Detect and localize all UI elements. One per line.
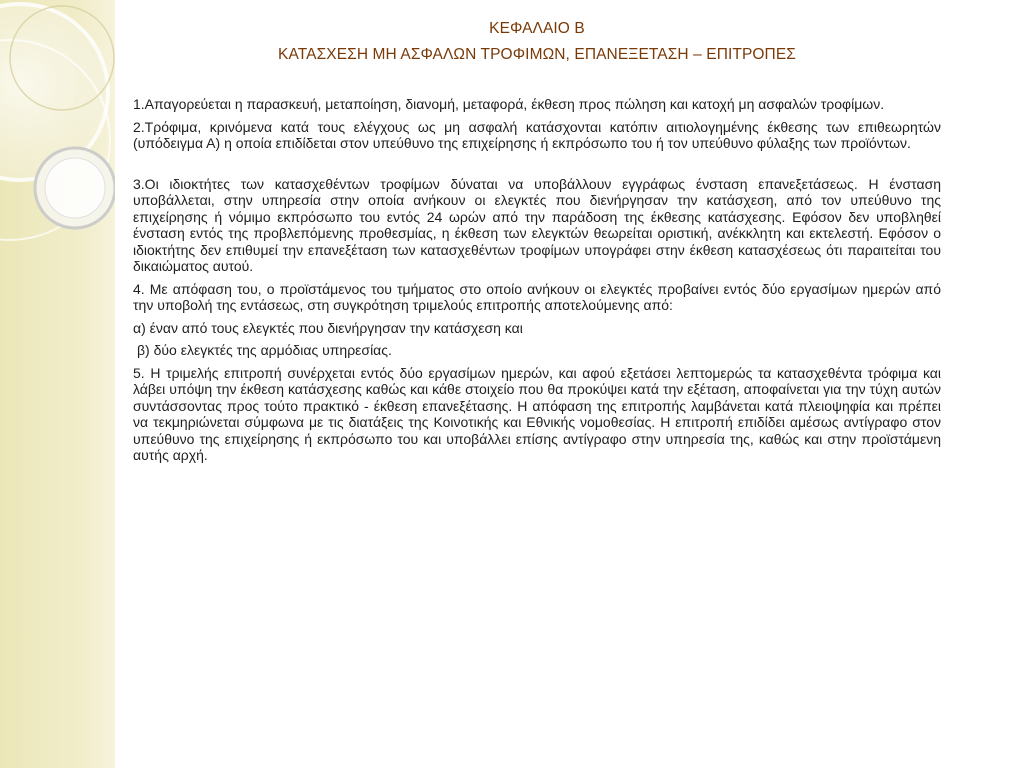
paragraph-3: 3.Οι ιδιοκτήτες των κατασχεθέντων τροφίμων δύναται να υποβάλλουν εγγράφως ένσταση επανεξετάσεως. Η ένσταση υποβάλλεται, στην υπηρεσία στην οποία ανήκουν οι ελεγκτές που διενήργησαν την κατάσχεση, από τον υπεύθυνο της επιχείρησης ή νόμιμο εκπρόσωπο του εντός 24 ωρών από την παράδοση της έκθεσης κατάσχεσης. Εφόσον δεν υποβληθεί ένσταση εντός της προβλεπόμενης προθεσμίας, η έκθεση των ελεγκτών θεωρείται οριστική, ανέκκλητη και εκτελεστή. Εφόσον ο ιδιοκτήτης δεν επιθυμεί την επανεξέταση των κατασχεθέντων τροφίμων υπογράφει στην έκθεση κατασχέσεως ότι παραιτείται του δικαιώματος αυτού.: [133, 175, 941, 274]
slide-title: [133, 18, 941, 66]
decorative-circle-inner: [45, 158, 105, 218]
slide-content: [133, 18, 941, 470]
paragraph-2: 2.Τρόφιμα, κρινόμενα κατά τους ελέγχους ως μη ασφαλή κατάσχονται κατόπιν αιτιολογημένης έκθεσης των επιθεωρητών (υπόδειγμα Α) η οποία επιδίδεται στον υπεύθυνο της επιχείρησης ή εκπρόσωπο του ή τον υπεύθυνο φύλαξης των προϊόντων.: [133, 118, 941, 151]
list-item-b: β) δύο ελεγκτές της αρμόδιας υπηρεσίας.: [137, 342, 392, 358]
paragraph-4: 4. Με απόφαση του, ο προϊστάμενος του τμήματος στο οποίο ανήκουν οι ελεγκτές προβαίνει εντός δύο εργασίμων ημερών από την υποβολή της εντάσεως, στη συγκρότηση τριμελούς επιτροπής αποτελούμενης από:: [133, 280, 941, 313]
list-item-a: α) έναν από τους ελεγκτές που διενήργησαν την κατάσχεση και: [133, 319, 523, 336]
decorative-circles: [0, 0, 115, 768]
paragraph-1: 1.Απαγορεύεται η παρασκευή, μεταποίηση, διανομή, μεταφορά, έκθεση προς πώληση και κατοχή μη ασφαλών τροφίμων.: [133, 96, 885, 112]
chapter-heading: ΚΕΦΑΛΑΙΟ Β: [489, 20, 585, 37]
chapter-subtitle: ΚΑΤΑΣΧΕΣΗ ΜΗ ΑΣΦΑΛΩΝ ΤΡΟΦΙΜΩΝ, ΕΠΑΝΕΞΕΤΑΣΗ – ΕΠΙΤΡΟΠΕΣ: [278, 46, 796, 63]
paragraph-5: 5. Η τριμελής επιτροπή συνέρχεται εντός δύο εργασίμων ημερών, και αφού εξετάσει λεπτομερώς τα κατασχεθέντα τρόφιμα και λάβει υπόψη την έκθεση κατάσχεσης καθώς και κάθε στοιχείο που θα προκύψει κατά την εξέταση, αποφαίνεται για την τύχη αυτών συντάσσοντας προς τούτο πρακτικό - έκθεση επανεξέτασης. Η απόφαση της επιτροπής λαμβάνεται κατά πλειοψηφία και πρέπει να τεκμηριώνεται σύμφωνα με τις διατάξεις της Κοινοτικής και Εθνικής νομοθεσίας. Η επιτροπή επιδίδει αμέσως αντίγραφο στον υπεύθυνο της επιχείρησης ή εκπρόσωπο του και υποβάλλει επίσης αντίγραφο στην υπηρεσία της, καθώς και στην προϊστάμενη αυτής αρχή.: [133, 364, 941, 463]
decorative-sidebar: [0, 0, 115, 768]
